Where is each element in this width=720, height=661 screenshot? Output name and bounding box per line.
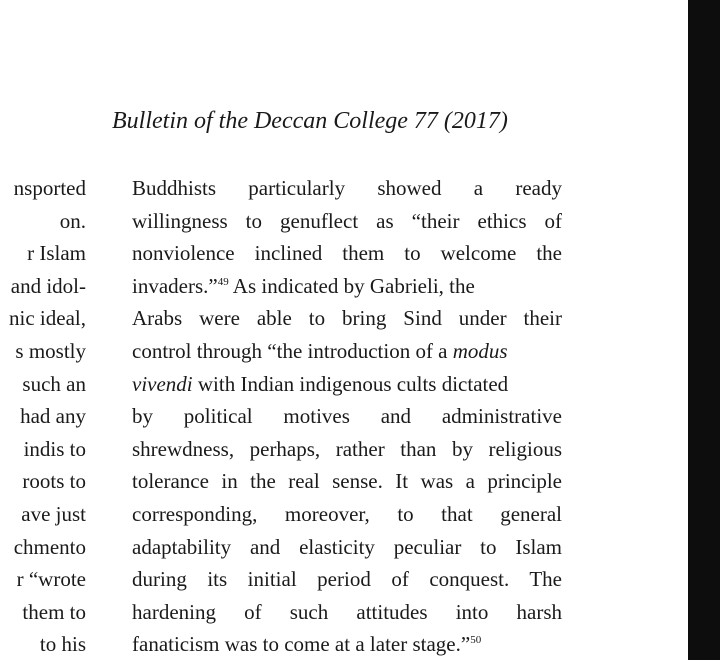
left-line: chmento: [13, 534, 86, 559]
left-line: on.: [59, 208, 86, 233]
text-line: [132, 628, 562, 661]
text-span: with Indian indigenous cults dictated: [192, 371, 509, 396]
left-line: roots to: [22, 469, 86, 494]
text-line: during its initial period of conquest. The: [132, 567, 562, 592]
left-line: had any: [20, 404, 86, 429]
running-header: Bulletin of the Deccan College 77 (2017): [112, 108, 508, 134]
text-line: [132, 368, 562, 401]
text-line: [132, 270, 562, 303]
left-line: and idol-: [10, 273, 86, 298]
text-line: willingness to genuflect as “their ethics of: [132, 208, 562, 233]
text-span: control through “the introduction of a: [132, 338, 453, 363]
text-span: As indicated by Gabrieli, the: [228, 273, 475, 298]
left-line: such an: [22, 371, 86, 396]
left-column-fragments: [0, 172, 86, 661]
left-line: s mostly: [15, 338, 86, 363]
italic-term: modus: [452, 338, 508, 363]
left-line: to his: [39, 632, 86, 657]
text-line: by political motives and administrative: [132, 404, 562, 429]
left-line: them to: [22, 599, 86, 624]
text-line: [132, 335, 562, 368]
page-edge-shadow: [688, 0, 720, 660]
footnote-ref-49: 49: [217, 275, 229, 288]
text-span: invaders.”: [132, 273, 218, 298]
italic-term: vivendi: [132, 371, 193, 396]
text-line: adaptability and elasticity peculiar to Islam: [132, 534, 562, 559]
text-line: hardening of such attitudes into harsh: [132, 599, 562, 624]
left-line: r “wrote: [16, 567, 86, 592]
text-span: fanaticism was to come at a later stage.”: [132, 632, 471, 657]
text-line: tolerance in the real sense. It was a principle: [132, 469, 562, 494]
text-line: corresponding, moreover, to that general: [132, 501, 562, 526]
left-line: ave just: [21, 501, 86, 526]
left-line: r Islam: [27, 241, 86, 266]
text-line: nonviolence inclined them to welcome the: [132, 241, 562, 266]
text-line: Buddhists particularly showed a ready: [132, 176, 562, 200]
footnote-ref-50: 50: [470, 634, 482, 647]
main-text-column: [132, 172, 562, 661]
left-line: nsported: [13, 176, 86, 200]
left-line: nic ideal,: [9, 306, 86, 331]
left-line: indis to: [23, 436, 86, 461]
text-line: shrewdness, perhaps, rather than by religious: [132, 436, 562, 461]
text-line: Arabs were able to bring Sind under their: [132, 306, 562, 331]
